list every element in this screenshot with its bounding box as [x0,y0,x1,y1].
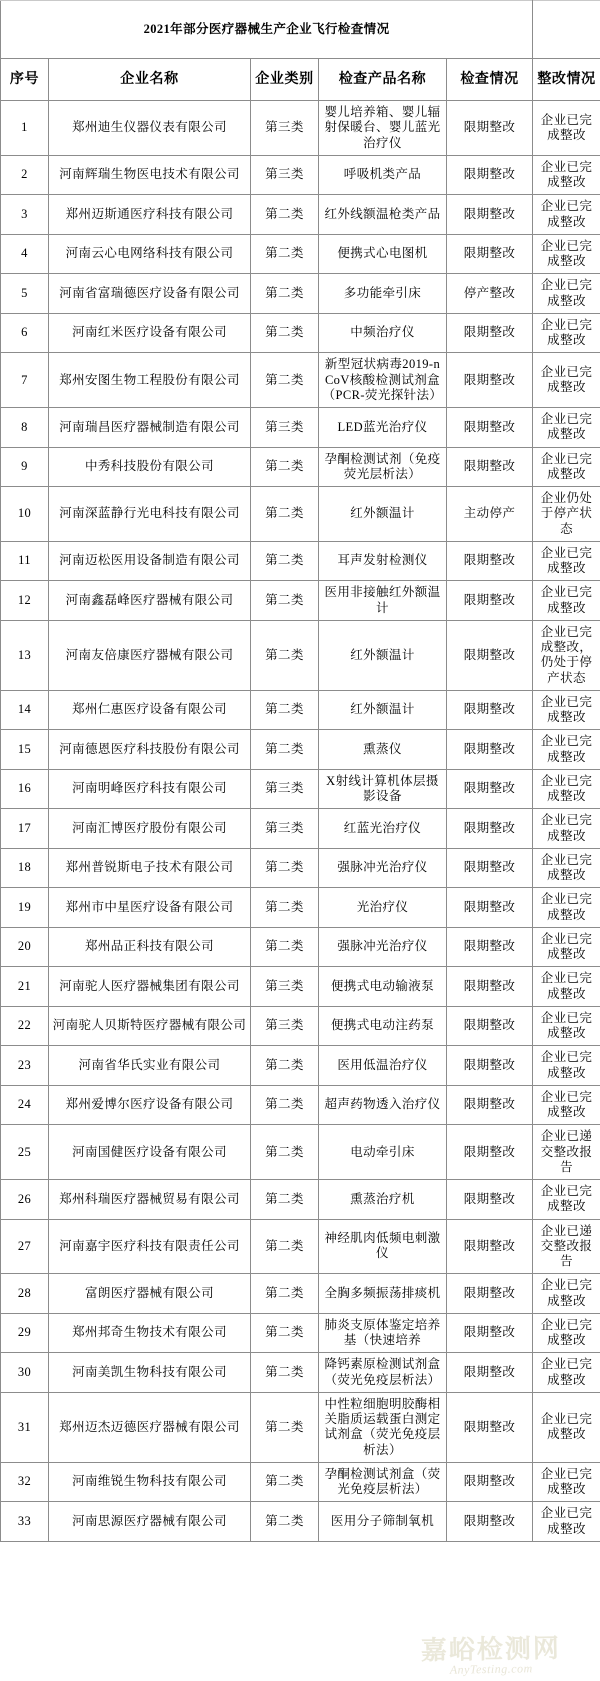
cell-inspection: 限期整改 [447,730,533,770]
cell-rectification: 企业已完成整改 [533,541,600,581]
cell-rectification: 企业已递交整改报告 [533,1125,600,1180]
cell-inspection: 限期整改 [447,1313,533,1353]
cell-inspection: 限期整改 [447,353,533,408]
cell-inspection: 限期整改 [447,769,533,809]
table-row [1,967,600,1007]
table-row [1,274,600,314]
cell-category: 第二类 [251,1180,319,1220]
cell-index: 29 [1,1313,49,1353]
cell-company: 河南嘉宇医疗科技有限责任公司 [49,1219,251,1274]
cell-category: 第三类 [251,155,319,195]
cell-inspection: 限期整改 [447,848,533,888]
cell-category: 第二类 [251,447,319,487]
cell-index: 7 [1,353,49,408]
cell-category: 第二类 [251,1125,319,1180]
cell-inspection: 限期整改 [447,408,533,448]
cell-rectification: 企业已完成整改 [533,1180,600,1220]
table-row [1,408,600,448]
table-header-row [1,59,600,101]
cell-category: 第二类 [251,1353,319,1393]
cell-company: 河南维锐生物科技有限公司 [49,1462,251,1502]
table-row [1,730,600,770]
cell-index: 23 [1,1046,49,1086]
cell-product: 医用低温治疗仪 [319,1046,447,1086]
cell-product: 强脉冲光治疗仪 [319,927,447,967]
table-row [1,1006,600,1046]
table-row [1,888,600,928]
cell-index: 26 [1,1180,49,1220]
cell-company: 中秀科技股份有限公司 [49,447,251,487]
cell-index: 31 [1,1392,49,1462]
cell-product: LED蓝光治疗仪 [319,408,447,448]
cell-index: 17 [1,809,49,849]
cell-category: 第二类 [251,1274,319,1314]
cell-index: 24 [1,1085,49,1125]
cell-inspection: 限期整改 [447,447,533,487]
cell-category: 第二类 [251,353,319,408]
cell-company: 河南驼人医疗器械集团有限公司 [49,967,251,1007]
cell-product: 医用非接触红外额温计 [319,581,447,621]
cell-inspection: 限期整改 [447,1219,533,1274]
cell-rectification: 企业已完成整改 [533,101,600,156]
cell-product: 便携式心电图机 [319,234,447,274]
cell-index: 33 [1,1502,49,1542]
cell-company: 河南美凯生物科技有限公司 [49,1353,251,1393]
cell-product: 便携式电动注药泵 [319,1006,447,1046]
cell-category: 第三类 [251,809,319,849]
cell-inspection: 限期整改 [447,155,533,195]
cell-rectification: 企业已完成整改 [533,195,600,235]
header-rectification: 整改情况 [533,59,600,101]
cell-inspection: 限期整改 [447,809,533,849]
table-row [1,581,600,621]
cell-product: 熏蒸仪 [319,730,447,770]
cell-rectification: 企业已完成整改 [533,1085,600,1125]
cell-index: 14 [1,690,49,730]
table-row [1,769,600,809]
cell-company: 郑州市中星医疗设备有限公司 [49,888,251,928]
cell-index: 4 [1,234,49,274]
cell-product: 多功能牵引床 [319,274,447,314]
cell-index: 30 [1,1353,49,1393]
cell-index: 15 [1,730,49,770]
cell-index: 27 [1,1219,49,1274]
cell-rectification: 企业已完成整改 [533,769,600,809]
title-row [1,1,600,59]
cell-category: 第三类 [251,967,319,1007]
cell-product: 婴儿培养箱、婴儿辐射保暖台、婴儿蓝光治疗仪 [319,101,447,156]
cell-category: 第二类 [251,1462,319,1502]
table-row [1,1125,600,1180]
cell-rectification: 企业已完成整改 [533,888,600,928]
cell-company: 河南迈松医用设备制造有限公司 [49,541,251,581]
cell-category: 第二类 [251,1085,319,1125]
cell-category: 第二类 [251,848,319,888]
cell-company: 郑州科瑞医疗器械贸易有限公司 [49,1180,251,1220]
cell-index: 6 [1,313,49,353]
cell-rectification: 企业已完成整改 [533,408,600,448]
cell-rectification: 企业已完成整改 [533,274,600,314]
cell-rectification: 企业已完成整改 [533,690,600,730]
cell-product: 强脉冲光治疗仪 [319,848,447,888]
cell-category: 第三类 [251,408,319,448]
cell-product: 红外线额温枪类产品 [319,195,447,235]
table-row [1,620,600,690]
cell-rectification: 企业已完成整改 [533,1313,600,1353]
cell-index: 11 [1,541,49,581]
cell-rectification: 企业已完成整改 [533,730,600,770]
watermark-en-text: AnyTesting.com [449,1661,533,1677]
table-row [1,1392,600,1462]
cell-index: 20 [1,927,49,967]
table-row [1,1180,600,1220]
cell-product: 耳声发射检测仪 [319,541,447,581]
cell-company: 河南友倍康医疗器械有限公司 [49,620,251,690]
cell-category: 第三类 [251,1006,319,1046]
table-row [1,927,600,967]
cell-product: 超声药物透入治疗仪 [319,1085,447,1125]
cell-product: 熏蒸治疗机 [319,1180,447,1220]
cell-inspection: 限期整改 [447,967,533,1007]
cell-category: 第二类 [251,195,319,235]
cell-category: 第二类 [251,888,319,928]
cell-index: 8 [1,408,49,448]
table-row [1,447,600,487]
header-index: 序号 [1,59,49,101]
cell-rectification: 企业已完成整改 [533,1274,600,1314]
cell-company: 河南思源医疗器械有限公司 [49,1502,251,1542]
cell-company: 河南红米医疗设备有限公司 [49,313,251,353]
cell-inspection: 限期整改 [447,1502,533,1542]
table-row [1,195,600,235]
table-row [1,690,600,730]
cell-index: 18 [1,848,49,888]
table-row [1,1313,600,1353]
watermark [386,1634,597,1677]
cell-product: 中性粒细胞明胶酶相关脂质运载蛋白测定试剂盒（荧光免疫层析法） [319,1392,447,1462]
cell-inspection: 限期整改 [447,1274,533,1314]
cell-index: 22 [1,1006,49,1046]
cell-rectification: 企业已完成整改 [533,1502,600,1542]
cell-company: 郑州迪生仪器仪表有限公司 [49,101,251,156]
cell-inspection: 限期整改 [447,1392,533,1462]
cell-category: 第二类 [251,234,319,274]
watermark-cn-text: 嘉峪检测网 [420,1632,562,1666]
cell-inspection: 限期整改 [447,1462,533,1502]
cell-category: 第二类 [251,1313,319,1353]
cell-inspection: 限期整改 [447,620,533,690]
cell-product: 电动牵引床 [319,1125,447,1180]
cell-category: 第二类 [251,313,319,353]
cell-inspection: 限期整改 [447,581,533,621]
cell-rectification: 企业已递交整改报告 [533,1219,600,1274]
cell-company: 河南省华氏实业有限公司 [49,1046,251,1086]
cell-company: 郑州邦奇生物技术有限公司 [49,1313,251,1353]
cell-product: 呼吸机类产品 [319,155,447,195]
cell-index: 32 [1,1462,49,1502]
cell-product: 孕酮检测试剂（免疫荧光层析法） [319,447,447,487]
cell-inspection: 限期整改 [447,1046,533,1086]
cell-category: 第二类 [251,541,319,581]
header-company: 企业名称 [49,59,251,101]
table-row [1,1462,600,1502]
cell-index: 19 [1,888,49,928]
table-row [1,848,600,888]
cell-company: 河南瑞昌医疗器械制造有限公司 [49,408,251,448]
cell-index: 28 [1,1274,49,1314]
table-row [1,1219,600,1274]
cell-product: 红蓝光治疗仪 [319,809,447,849]
cell-product: 红外额温计 [319,620,447,690]
table-row [1,1085,600,1125]
cell-inspection: 限期整改 [447,101,533,156]
cell-category: 第二类 [251,1219,319,1274]
cell-index: 21 [1,967,49,1007]
cell-rectification: 企业已完成整改 [533,927,600,967]
cell-inspection: 主动停产 [447,487,533,542]
cell-inspection: 限期整改 [447,1125,533,1180]
cell-inspection: 停产整改 [447,274,533,314]
cell-rectification: 企业已完成整改 [533,313,600,353]
cell-product: 新型冠状病毒2019-nCoV核酸检测试剂盒（PCR-荧光探针法） [319,353,447,408]
page-title: 2021年部分医疗器械生产企业飞行检查情况 [1,1,533,59]
cell-rectification: 企业已完成整改，仍处于停产状态 [533,620,600,690]
cell-category: 第三类 [251,769,319,809]
table-row [1,1046,600,1086]
cell-inspection: 限期整改 [447,690,533,730]
cell-index: 5 [1,274,49,314]
cell-rectification: 企业已完成整改 [533,234,600,274]
table-row [1,155,600,195]
table-row [1,541,600,581]
cell-rectification: 企业已完成整改 [533,1392,600,1462]
cell-company: 郑州品正科技有限公司 [49,927,251,967]
cell-product: 医用分子筛制氧机 [319,1502,447,1542]
cell-category: 第二类 [251,1392,319,1462]
cell-company: 河南鑫磊峰医疗器械有限公司 [49,581,251,621]
cell-rectification: 企业已完成整改 [533,1462,600,1502]
cell-product: 神经肌肉低频电刺激仪 [319,1219,447,1274]
cell-category: 第二类 [251,1502,319,1542]
cell-index: 1 [1,101,49,156]
cell-rectification: 企业已完成整改 [533,809,600,849]
cell-company: 郑州普锐斯电子技术有限公司 [49,848,251,888]
cell-index: 3 [1,195,49,235]
cell-index: 16 [1,769,49,809]
cell-category: 第二类 [251,1046,319,1086]
cell-company: 河南省富瑞德医疗设备有限公司 [49,274,251,314]
cell-company: 河南云心电网络科技有限公司 [49,234,251,274]
table-row [1,234,600,274]
cell-category: 第二类 [251,274,319,314]
cell-product: 便携式电动输液泵 [319,967,447,1007]
cell-company: 河南明峰医疗科技有限公司 [49,769,251,809]
cell-rectification: 企业已完成整改 [533,967,600,1007]
cell-company: 河南驼人贝斯特医疗器械有限公司 [49,1006,251,1046]
cell-rectification: 企业已完成整改 [533,848,600,888]
cell-company: 富朗医疗器械有限公司 [49,1274,251,1314]
cell-category: 第二类 [251,690,319,730]
header-inspection: 检查情况 [447,59,533,101]
table-row [1,1502,600,1542]
table-row [1,313,600,353]
cell-product: 中频治疗仪 [319,313,447,353]
cell-company: 郑州迈斯通医疗科技有限公司 [49,195,251,235]
table-row [1,101,600,156]
cell-company: 河南深蓝静行光电科技有限公司 [49,487,251,542]
cell-company: 郑州安图生物工程股份有限公司 [49,353,251,408]
cell-category: 第三类 [251,101,319,156]
cell-category: 第二类 [251,927,319,967]
cell-product: 降钙素原检测试剂盒（荧光免疫层析法） [319,1353,447,1393]
cell-category: 第二类 [251,487,319,542]
cell-rectification: 企业已完成整改 [533,1006,600,1046]
table-row [1,353,600,408]
cell-product: 肺炎支原体鉴定培养基（快速培养 [319,1313,447,1353]
cell-rectification: 企业已完成整改 [533,1353,600,1393]
cell-company: 郑州迈杰迈德医疗器械有限公司 [49,1392,251,1462]
cell-inspection: 限期整改 [447,888,533,928]
cell-product: 孕酮检测试剂盒（荧光免疫层析法） [319,1462,447,1502]
cell-company: 郑州仁惠医疗设备有限公司 [49,690,251,730]
cell-inspection: 限期整改 [447,1006,533,1046]
cell-company: 河南辉瑞生物医电技术有限公司 [49,155,251,195]
cell-category: 第二类 [251,581,319,621]
cell-index: 2 [1,155,49,195]
cell-rectification: 企业已完成整改 [533,447,600,487]
header-product: 检查产品名称 [319,59,447,101]
table-row [1,1274,600,1314]
table-body [1,1,600,1542]
cell-rectification: 企业已完成整改 [533,581,600,621]
table-row [1,809,600,849]
cell-rectification: 企业已完成整改 [533,155,600,195]
cell-inspection: 限期整改 [447,313,533,353]
cell-inspection: 限期整改 [447,1353,533,1393]
cell-category: 第二类 [251,620,319,690]
cell-index: 25 [1,1125,49,1180]
cell-rectification: 企业已完成整改 [533,1046,600,1086]
cell-inspection: 限期整改 [447,234,533,274]
cell-company: 河南德恩医疗科技股份有限公司 [49,730,251,770]
cell-inspection: 限期整改 [447,541,533,581]
cell-product: X射线计算机体层摄影设备 [319,769,447,809]
cell-product: 红外额温计 [319,487,447,542]
cell-index: 12 [1,581,49,621]
cell-rectification: 企业仍处于停产状态 [533,487,600,542]
table-row [1,1353,600,1393]
cell-inspection: 限期整改 [447,1085,533,1125]
cell-product: 全胸多频振荡排痰机 [319,1274,447,1314]
cell-index: 10 [1,487,49,542]
cell-inspection: 限期整改 [447,1180,533,1220]
cell-product: 光治疗仪 [319,888,447,928]
header-category: 企业类别 [251,59,319,101]
cell-company: 河南国健医疗设备有限公司 [49,1125,251,1180]
cell-index: 9 [1,447,49,487]
cell-product: 红外额温计 [319,690,447,730]
cell-inspection: 限期整改 [447,195,533,235]
cell-category: 第二类 [251,730,319,770]
cell-inspection: 限期整改 [447,927,533,967]
cell-company: 河南汇博医疗股份有限公司 [49,809,251,849]
table-row [1,487,600,542]
cell-rectification: 企业已完成整改 [533,353,600,408]
title-blank-cell [533,1,600,59]
cell-index: 13 [1,620,49,690]
cell-company: 郑州爱博尔医疗设备有限公司 [49,1085,251,1125]
